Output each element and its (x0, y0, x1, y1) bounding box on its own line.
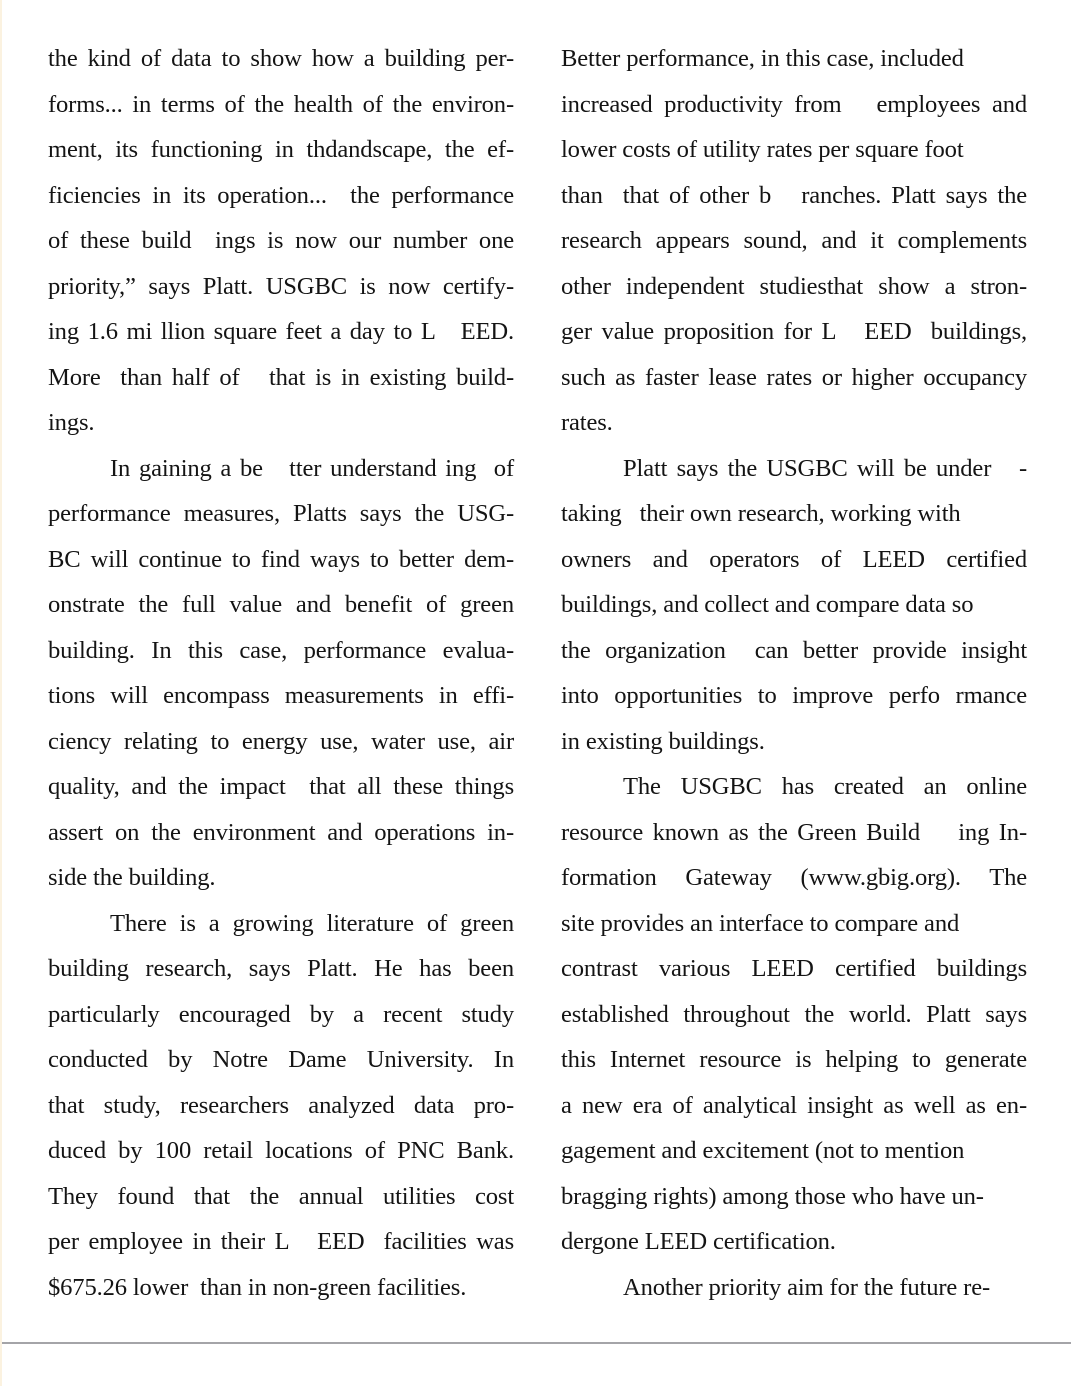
text-line: research appears sound, and it complements (561, 227, 1027, 254)
text-line: In gaining a be tter understand ing of (110, 454, 514, 482)
text-line: Platt says the USGBC will be under - (623, 454, 1027, 482)
text-line: gagement and excitement (not to mention (561, 1137, 965, 1164)
text-line: building. In this case, performance evalua- (48, 636, 514, 664)
text-line: The USGBC has created an online (623, 773, 1027, 800)
text-line: formation Gateway (www.gbig.org). The (561, 864, 1027, 891)
text-line: taking their own research, working with (561, 500, 961, 527)
text-line: ficiencies in its operation... the performance (48, 181, 514, 209)
text-line: established throughout the world. Platt says (561, 1000, 1027, 1028)
text-line: particularly encouraged by a recent study (48, 1000, 514, 1028)
text-line: side the building. (48, 864, 216, 891)
text-line: forms... in terms of the health of the environ- (48, 90, 514, 118)
text-line: such as faster lease rates or higher occupancy (561, 363, 1027, 391)
text-line: increased productivity from employees and (561, 90, 1027, 118)
text-line: lower costs of utility rates per square foot (561, 136, 964, 163)
text-line: They found that the annual utilities cost (48, 1182, 514, 1210)
text-line: assert on the environment and operations in- (48, 818, 514, 846)
text-line: in existing buildings. (561, 727, 765, 755)
text-line: owners and operators of LEED certified (561, 545, 1027, 573)
text-line: into opportunities to improve perfo rmance (561, 682, 1027, 709)
text-line: the organization can better provide insight (561, 636, 1027, 664)
text-line: rates. (561, 409, 613, 436)
text-line: dergone LEED certification. (561, 1228, 836, 1255)
text-line: site provides an interface to compare and (561, 909, 960, 937)
text-line: than that of other b ranches. Platt says the (561, 181, 1027, 209)
text-line: per employee in their L EED facilities was (48, 1228, 514, 1255)
text-line: bragging rights) among those who have un- (561, 1182, 984, 1210)
text-line: contrast various LEED certified buildings (561, 955, 1027, 982)
text-line: the kind of data to show how a building per- (48, 45, 514, 72)
text-line: duced by 100 retail locations of PNC Bank. (48, 1137, 514, 1164)
text-line: $675.26 lower than in non-green facilities. (48, 1273, 467, 1301)
text-line: a new era of analytical insight as well as en- (561, 1091, 1027, 1119)
text-line: More than half of that is in existing build- (48, 363, 514, 391)
page-bottom-rule (2, 1342, 1071, 1344)
text-line: other independent studiesthat show a stron- (561, 272, 1027, 300)
text-line: performance measures, Platts says the USG- (48, 500, 514, 527)
text-line: buildings, and collect and compare data so (561, 591, 974, 618)
text-line: resource known as the Green Build ing In- (561, 818, 1027, 846)
text-line: conducted by Notre Dame University. In (48, 1046, 514, 1073)
left-text-column (48, 36, 514, 1310)
right-text-column (561, 36, 1027, 1310)
text-line: tions will encompass measurements in effi- (48, 682, 514, 709)
text-line: Better performance, in this case, included (561, 45, 964, 72)
text-line: onstrate the full value and benefit of green (48, 591, 514, 618)
text-line: ciency relating to energy use, water use, air (48, 727, 514, 755)
text-line: ger value proposition for L EED buildings, (561, 318, 1027, 345)
text-line: this Internet resource is helping to generate (561, 1046, 1027, 1073)
text-line: ings. (48, 409, 95, 436)
text-line: priority,” says Platt. USGBC is now certify- (48, 272, 514, 300)
text-line: There is a growing literature of green (110, 909, 514, 937)
text-line: ing 1.6 mi llion square feet a day to L EED. (48, 318, 514, 345)
text-line: that study, researchers analyzed data pro- (48, 1091, 514, 1119)
text-line: of these build ings is now our number one (48, 227, 514, 254)
text-line: Another priority aim for the future re- (623, 1273, 991, 1301)
page-left-edge (0, 0, 2, 1386)
text-line: BC will continue to find ways to better dem- (48, 545, 514, 573)
text-line: ment, its functioning in thdandscape, the ef- (48, 136, 514, 163)
text-line: quality, and the impact that all these things (48, 773, 514, 800)
text-line: building research, says Platt. He has been (48, 955, 514, 982)
